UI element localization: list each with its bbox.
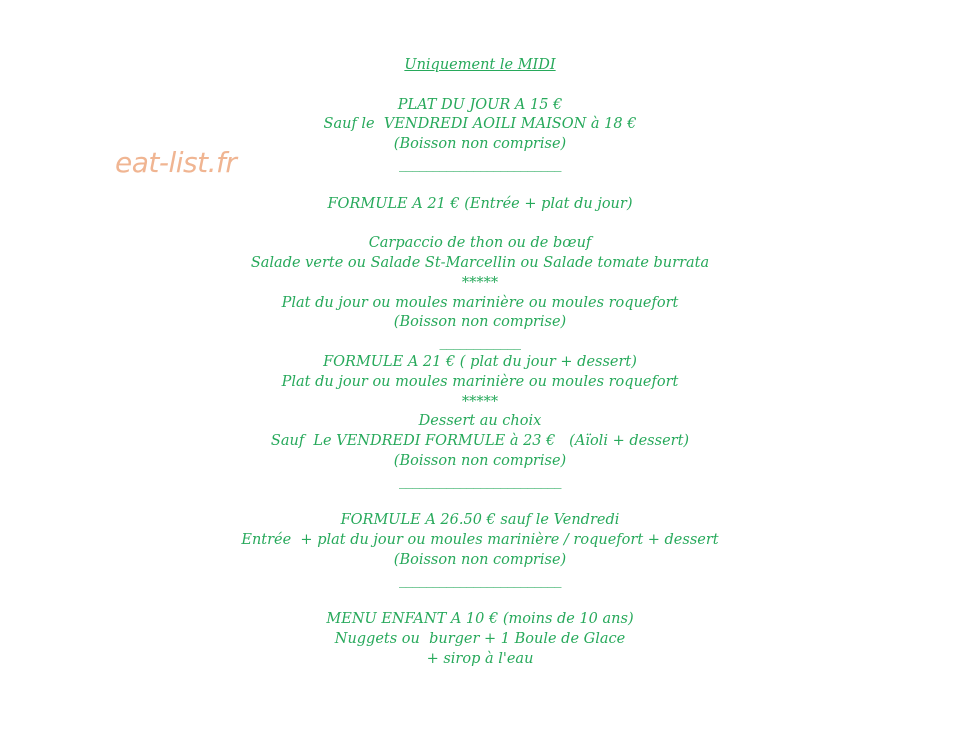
menu-blank-line — [0, 175, 960, 195]
menu-line-formule-26-50: FORMULE A 26.50 € sauf le Vendredi — [340, 512, 620, 529]
menu-line-plat-du-jour: PLAT DU JOUR A 15 € — [397, 96, 563, 113]
menu-line-menu-enfant: MENU ENFANT A 10 € (moins de 10 ans) — [326, 611, 634, 628]
menu-line-boisson: (Boisson non comprise) — [393, 452, 567, 469]
menu-separator: ________________________ — [399, 571, 561, 588]
menu-stars: ***** — [461, 274, 499, 291]
menu-blank-line — [0, 492, 960, 512]
menu-line-dessert-choix: Dessert au choix — [418, 413, 542, 430]
menu-line-plats-moules: Plat du jour ou moules marinière ou moules roquefort — [281, 294, 679, 311]
menu-line-formule-21-entree: FORMULE A 21 € (Entrée + plat du jour) — [327, 195, 633, 212]
menu-line-formule-complete: Entrée + plat du jour ou moules marinière / roquefort + dessert — [241, 532, 719, 549]
menu-line-vendredi-formule-23: Sauf Le VENDREDI FORMULE à 23 € (Aïoli + dessert) — [270, 433, 690, 450]
watermark-logo: eat-list.fr — [115, 146, 237, 179]
menu-line-vendredi-aioli: Sauf le VENDREDI AOILI MAISON à 18 € — [323, 116, 637, 133]
menu-stars: ***** — [461, 393, 499, 410]
menu-line-boisson: (Boisson non comprise) — [393, 314, 567, 331]
menu-blank-line — [0, 591, 960, 611]
menu-line-boisson: (Boisson non comprise) — [393, 551, 567, 568]
menu-line-carpaccio: Carpaccio de thon ou de bœuf — [368, 235, 592, 252]
menu-line-boisson: (Boisson non comprise) — [393, 136, 567, 153]
menu-blank-line — [0, 76, 960, 96]
menu-line-nuggets-burger: Nuggets ou burger + 1 Boule de Glace — [334, 631, 626, 648]
menu-separator: ________________________ — [399, 155, 561, 172]
lunch-menu — [0, 56, 960, 670]
menu-blank-line — [0, 214, 960, 234]
menu-line-formule-21-dessert: FORMULE A 21 € ( plat du jour + dessert) — [323, 353, 637, 370]
menu-separator-short: ____________ — [439, 334, 521, 351]
menu-line-salades: Salade verte ou Salade St-Marcellin ou Salade tomate burrata — [250, 254, 710, 271]
menu-separator: ________________________ — [399, 472, 561, 489]
menu-line-plats-moules: Plat du jour ou moules marinière ou moules roquefort — [281, 373, 679, 390]
menu-heading: Uniquement le MIDI — [404, 57, 556, 73]
menu-line-sirop: + sirop à l'eau — [426, 650, 534, 667]
